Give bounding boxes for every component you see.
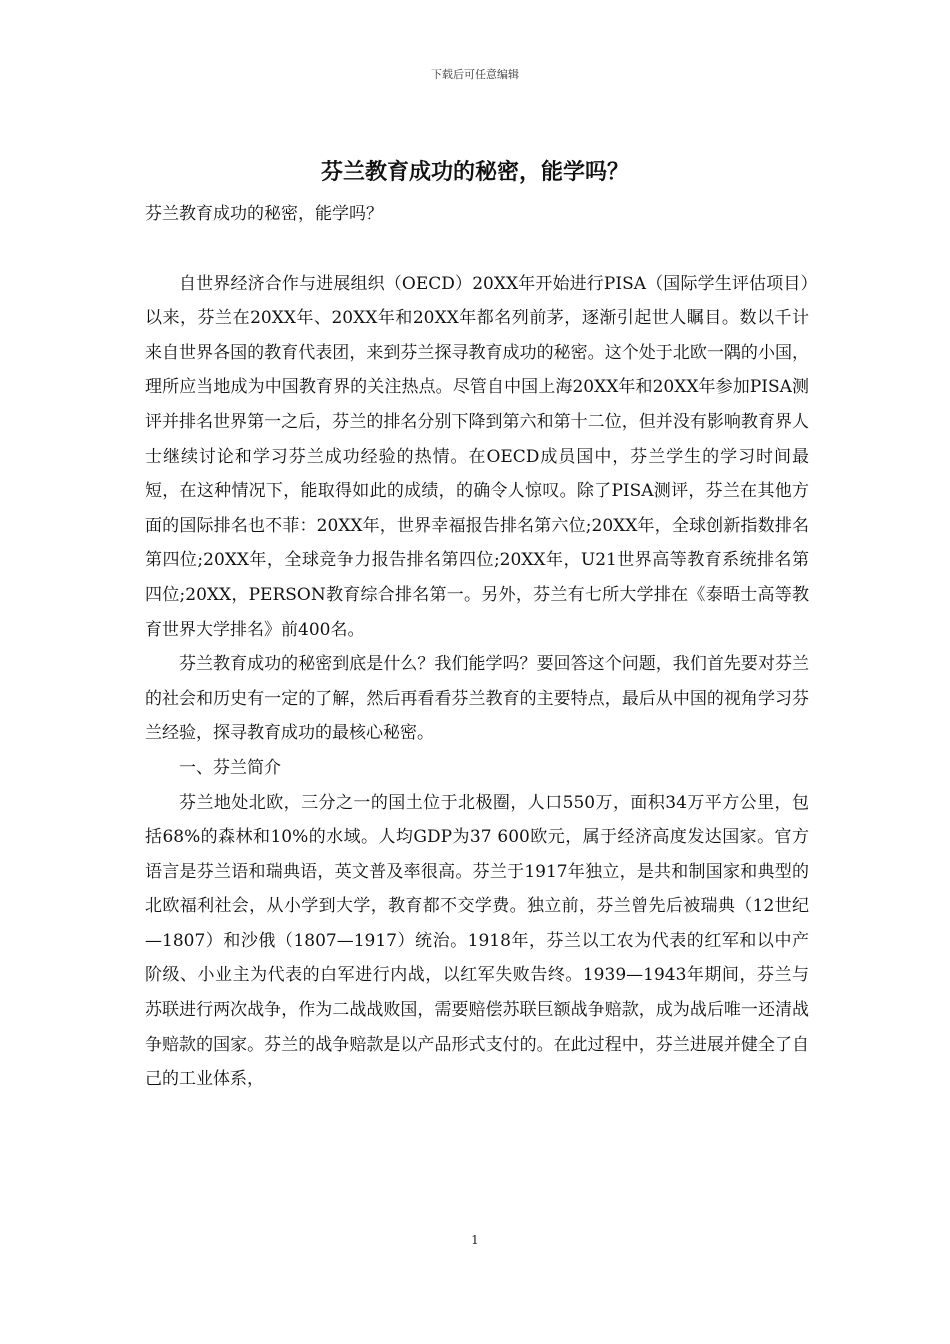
paragraph-3: 芬兰地处北欧，三分之一的国土位于北极圈，人口550万，面积34万平方公里，包括68%的森林和10%的水域。人均GDP为37 600欧元，属于经济高度发达国家。官方语言是芬兰语和瑞典语，英文普及率很高。芬兰于1917年独立，是共和制国家和典型的北欧福利社会，从小学到大学，教育都不交学费。独立前，芬兰曾先后被瑞典（12世纪—1807）和沙俄（1807—1917）统治。1918年，芬兰以工农为代表的红军和以中产阶级、小业主为代表的白军进行内战，以红军失败告终。1939—1943年期间，芬兰与苏联进行两次战争，作为二战战败国，需要赔偿苏联巨额战争赔款，成为战后唯一还清战争赔款的国家。芬兰的战争赔款是以产品形式支付的。在此过程中，芬兰进展并健全了自己的工业体系，: [145, 792, 809, 1090]
paragraph-2: 芬兰教育成功的秘密到底是什么？我们能学吗？要回答这个问题，我们首先要对芬兰的社会和历史有一定的了解，然后再看看芬兰教育的主要特点，最后从中国的视角学习芬兰经验，探寻教育成功的最核心秘密。: [145, 654, 809, 744]
header-note: 下载后可任意编辑: [431, 68, 519, 81]
page-number: 1: [471, 1233, 479, 1247]
section-heading: 一、芬兰简介: [179, 757, 281, 778]
document-title: 芬兰教育成功的秘密，能学吗？: [320, 159, 629, 185]
document-subtitle: 芬兰教育成功的秘密，能学吗？: [145, 204, 383, 224]
paragraph-1: 自世界经济合作与进展组织（OECD）20XX年开始进行PISA（国际学生评估项目）以来，芬兰在20XX年、20XX年和20XX年都名列前茅，逐渐引起世人瞩目。数以千计来自世界各国的教育代表团，来到芬兰探寻教育成功的秘密。这个处于北欧一隅的小国，理所应当地成为中国教育界的关注热点。尽管自中国上海20XX年和20XX年参加PISA测评并排名世界第一之后，芬兰的排名分别下降到第六和第十二位，但并没有影响教育界人士继续讨论和学习芬兰成功经验的热情。在OECD成员国中，芬兰学生的学习时间最短，在这种情况下，能取得如此的成绩，的确令人惊叹。除了PISA测评，芬兰在其他方面的国际排名也不菲：20XX年，世界幸福报告排名第六位;20XX年，全球创新指数排名第四位;20XX年，全球竞争力报告排名第四位;20XX年，U21世界高等教育系统排名第四位;20XX，PERSON教育综合排名第一。另外，芬兰有七所大学排在《泰晤士高等教育世界大学排名》前400名。: [145, 273, 809, 640]
document-body: [145, 197, 809, 1097]
